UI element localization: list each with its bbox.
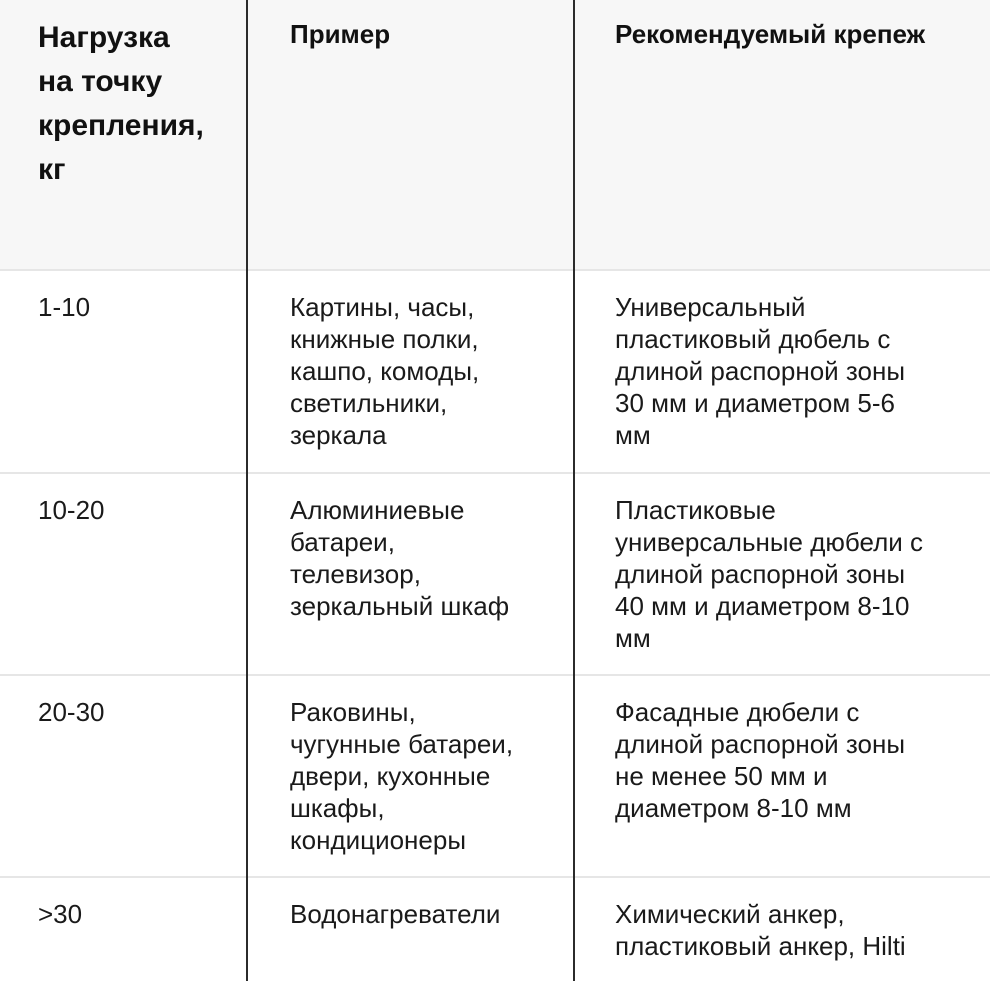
cell-fastener: Универсальный пластиковый дюбель с длиной распорной зоны 30 мм и диаметром 5-6 мм bbox=[615, 292, 906, 450]
cell-fastener: Химический анкер, пластиковый анкер, Hilti bbox=[615, 899, 906, 961]
row-divider bbox=[0, 472, 990, 474]
cell-load: 1-10 bbox=[38, 292, 91, 322]
header-example: Пример bbox=[290, 19, 391, 49]
row-divider bbox=[0, 269, 990, 271]
cell-example: Раковины, чугунные батареи, двери, кухонные шкафы, кондиционеры bbox=[290, 697, 514, 855]
cell-load: 20-30 bbox=[38, 697, 105, 727]
cell-example: Водонагреватели bbox=[290, 899, 501, 929]
cell-fastener: Пластиковые универсальные дюбели с длиной распорной зоны 40 мм и диаметром 8-10 мм bbox=[615, 495, 924, 653]
row-divider bbox=[0, 674, 990, 676]
table-row bbox=[0, 474, 990, 674]
header-load: Нагрузка на точку крепления, кг bbox=[38, 21, 204, 186]
cell-load: 10-20 bbox=[38, 495, 105, 525]
cell-example: Алюминиевые батареи, телевизор, зеркальный шкаф bbox=[290, 495, 510, 621]
cell-example: Картины, часы, книжные полки, кашпо, комоды, светильники, зеркала bbox=[290, 292, 480, 450]
column-divider bbox=[246, 0, 248, 981]
header-fastener: Рекомендуемый крепеж bbox=[615, 19, 926, 49]
table-header-row bbox=[0, 0, 990, 270]
column-divider bbox=[573, 0, 575, 981]
table-row bbox=[0, 271, 990, 472]
table-row bbox=[0, 676, 990, 876]
cell-load: >30 bbox=[38, 899, 83, 929]
row-divider bbox=[0, 876, 990, 878]
cell-fastener: Фасадные дюбели с длиной распорной зоны не менее 50 мм и диаметром 8-10 мм bbox=[615, 697, 906, 823]
table-row bbox=[0, 878, 990, 981]
